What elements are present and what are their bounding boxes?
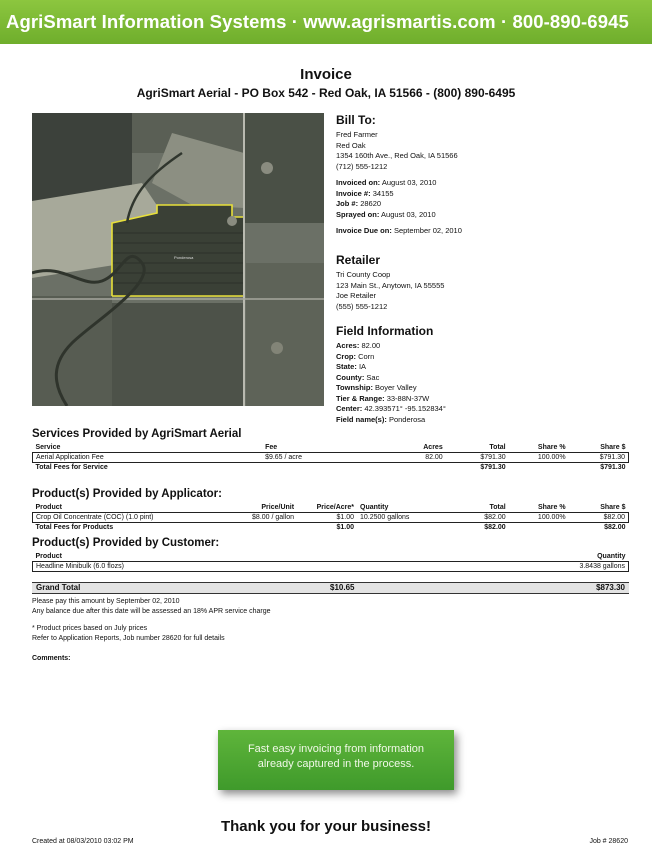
applicator-heading: Product(s) Provided by Applicator: <box>32 488 222 500</box>
aerial-field-map <box>32 113 324 406</box>
aerial-map-graphic <box>32 113 324 406</box>
retailer-name: Tri County Coop <box>336 270 391 279</box>
field-tier-range: Tier & Range: 33-88N-37W <box>336 393 430 403</box>
company-website-link[interactable]: www.agrismartis.com <box>303 11 496 32</box>
grand-total-label: Grand Total <box>36 583 81 592</box>
footer-job-number: Job # 28620 <box>589 838 628 845</box>
bill-to-section <box>336 113 462 237</box>
field-state: State: IA <box>336 362 367 371</box>
table-row: Headline Minibulk (6.0 flozs) 3.8438 gallons <box>33 562 629 572</box>
job-number: Job #: 28620 <box>336 199 382 208</box>
payment-note <box>32 597 271 616</box>
bill-to-name: Fred Farmer <box>336 130 378 139</box>
retailer-address: 123 Main St., Anytown, IA 55555 <box>336 280 445 290</box>
table-row: Crop Oil Concentrate (COC) (1.0 pint) $8.00 / gallon $1.00 10.2500 gallons $82.00 100.00% $82.00 <box>33 513 629 523</box>
table-header-row: Product Quantity <box>33 552 629 562</box>
promo-line-2: already captured in the process. <box>257 758 415 770</box>
separator-dot: · <box>291 11 304 32</box>
bill-to-address: 1354 160th Ave., Red Oak, IA 51566 <box>336 151 458 160</box>
table-row: Aerial Application Fee $9.65 / acre 82.00 $791.30 100.00% $791.30 <box>33 453 629 463</box>
refer-text: Refer to Application Reports, Job number 28620 for full details <box>32 634 225 642</box>
bill-to-city: Red Oak <box>336 140 366 150</box>
sprayed-on: Sprayed on: August 03, 2010 <box>336 209 436 219</box>
created-timestamp: Created at 08/03/2010 03:02 PM <box>32 838 134 845</box>
grand-total-bar <box>32 582 629 594</box>
retailer-heading: Retailer <box>336 253 381 267</box>
invoice-due-on: Invoice Due on: September 02, 2010 <box>336 226 462 235</box>
total-row: Total Fees for Service $791.30 $791.30 <box>35 464 626 471</box>
services-table <box>32 443 629 472</box>
header-banner <box>0 0 652 44</box>
field-info-heading: Field Information <box>336 324 434 338</box>
company-phone: 800-890-6945 <box>512 11 629 32</box>
separator-dot: · <box>500 11 513 32</box>
pay-by-text: Please pay this amount by September 02, 2010 <box>32 598 180 605</box>
field-acres: Acres: 82.00 <box>336 341 381 350</box>
grand-total-amount: $873.30 <box>596 583 625 592</box>
field-county: County: Sac <box>336 372 380 382</box>
field-names: Field name(s): Ponderosa <box>336 414 426 424</box>
invoiced-on: Invoiced on: August 03, 2010 <box>336 178 437 187</box>
prices-text: * Product prices based on July prices <box>32 625 148 632</box>
field-township: Township: Boyer Valley <box>336 383 417 392</box>
retailer-contact: Joe Retailer <box>336 291 377 300</box>
services-heading: Services Provided by AgriSmart Aerial <box>32 428 242 440</box>
invoice-subtitle: AgriSmart Aerial - PO Box 542 - Red Oak, IA 51566 - (800) 890-6495 <box>136 86 516 100</box>
grand-total-per-acre: $10.65 <box>330 583 355 592</box>
customer-heading: Product(s) Provided by Customer: <box>32 537 220 549</box>
thank-you-message: Thank you for your business! <box>220 818 432 835</box>
bill-to-phone: (712) 555-1212 <box>336 161 388 171</box>
field-center: Center: 42.393571° -95.152834° <box>336 404 446 413</box>
late-charge-text: Any balance due after this date will be assessed an 18% APR service charge <box>32 607 271 615</box>
retailer-section <box>336 253 444 312</box>
table-header-row: Product Price/Unit Price/Acre* Quantity Total Share % Share $ <box>33 503 629 513</box>
customer-table <box>32 552 629 572</box>
pricing-note <box>32 624 225 643</box>
invoice-title: Invoice <box>300 66 352 83</box>
promo-line-1: Fast easy invoicing from information <box>247 743 425 755</box>
map-field-label: Ponderosa <box>174 255 194 260</box>
field-info-section <box>336 324 446 425</box>
applicator-table <box>32 503 629 532</box>
promo-callout <box>218 730 454 790</box>
field-crop: Crop: Corn <box>336 351 375 361</box>
total-row: Total Fees for Products $1.00 $82.00 $82.00 <box>35 524 626 531</box>
invoice-number: Invoice #: 34155 <box>336 188 394 198</box>
comments-label: Comments: <box>32 655 71 662</box>
retailer-phone: (555) 555-1212 <box>336 301 388 311</box>
table-header-row: Service Fee Acres Total Share % Share $ <box>33 443 629 453</box>
company-name: AgriSmart Information Systems <box>6 11 287 32</box>
bill-to-heading: Bill To: <box>336 113 376 127</box>
